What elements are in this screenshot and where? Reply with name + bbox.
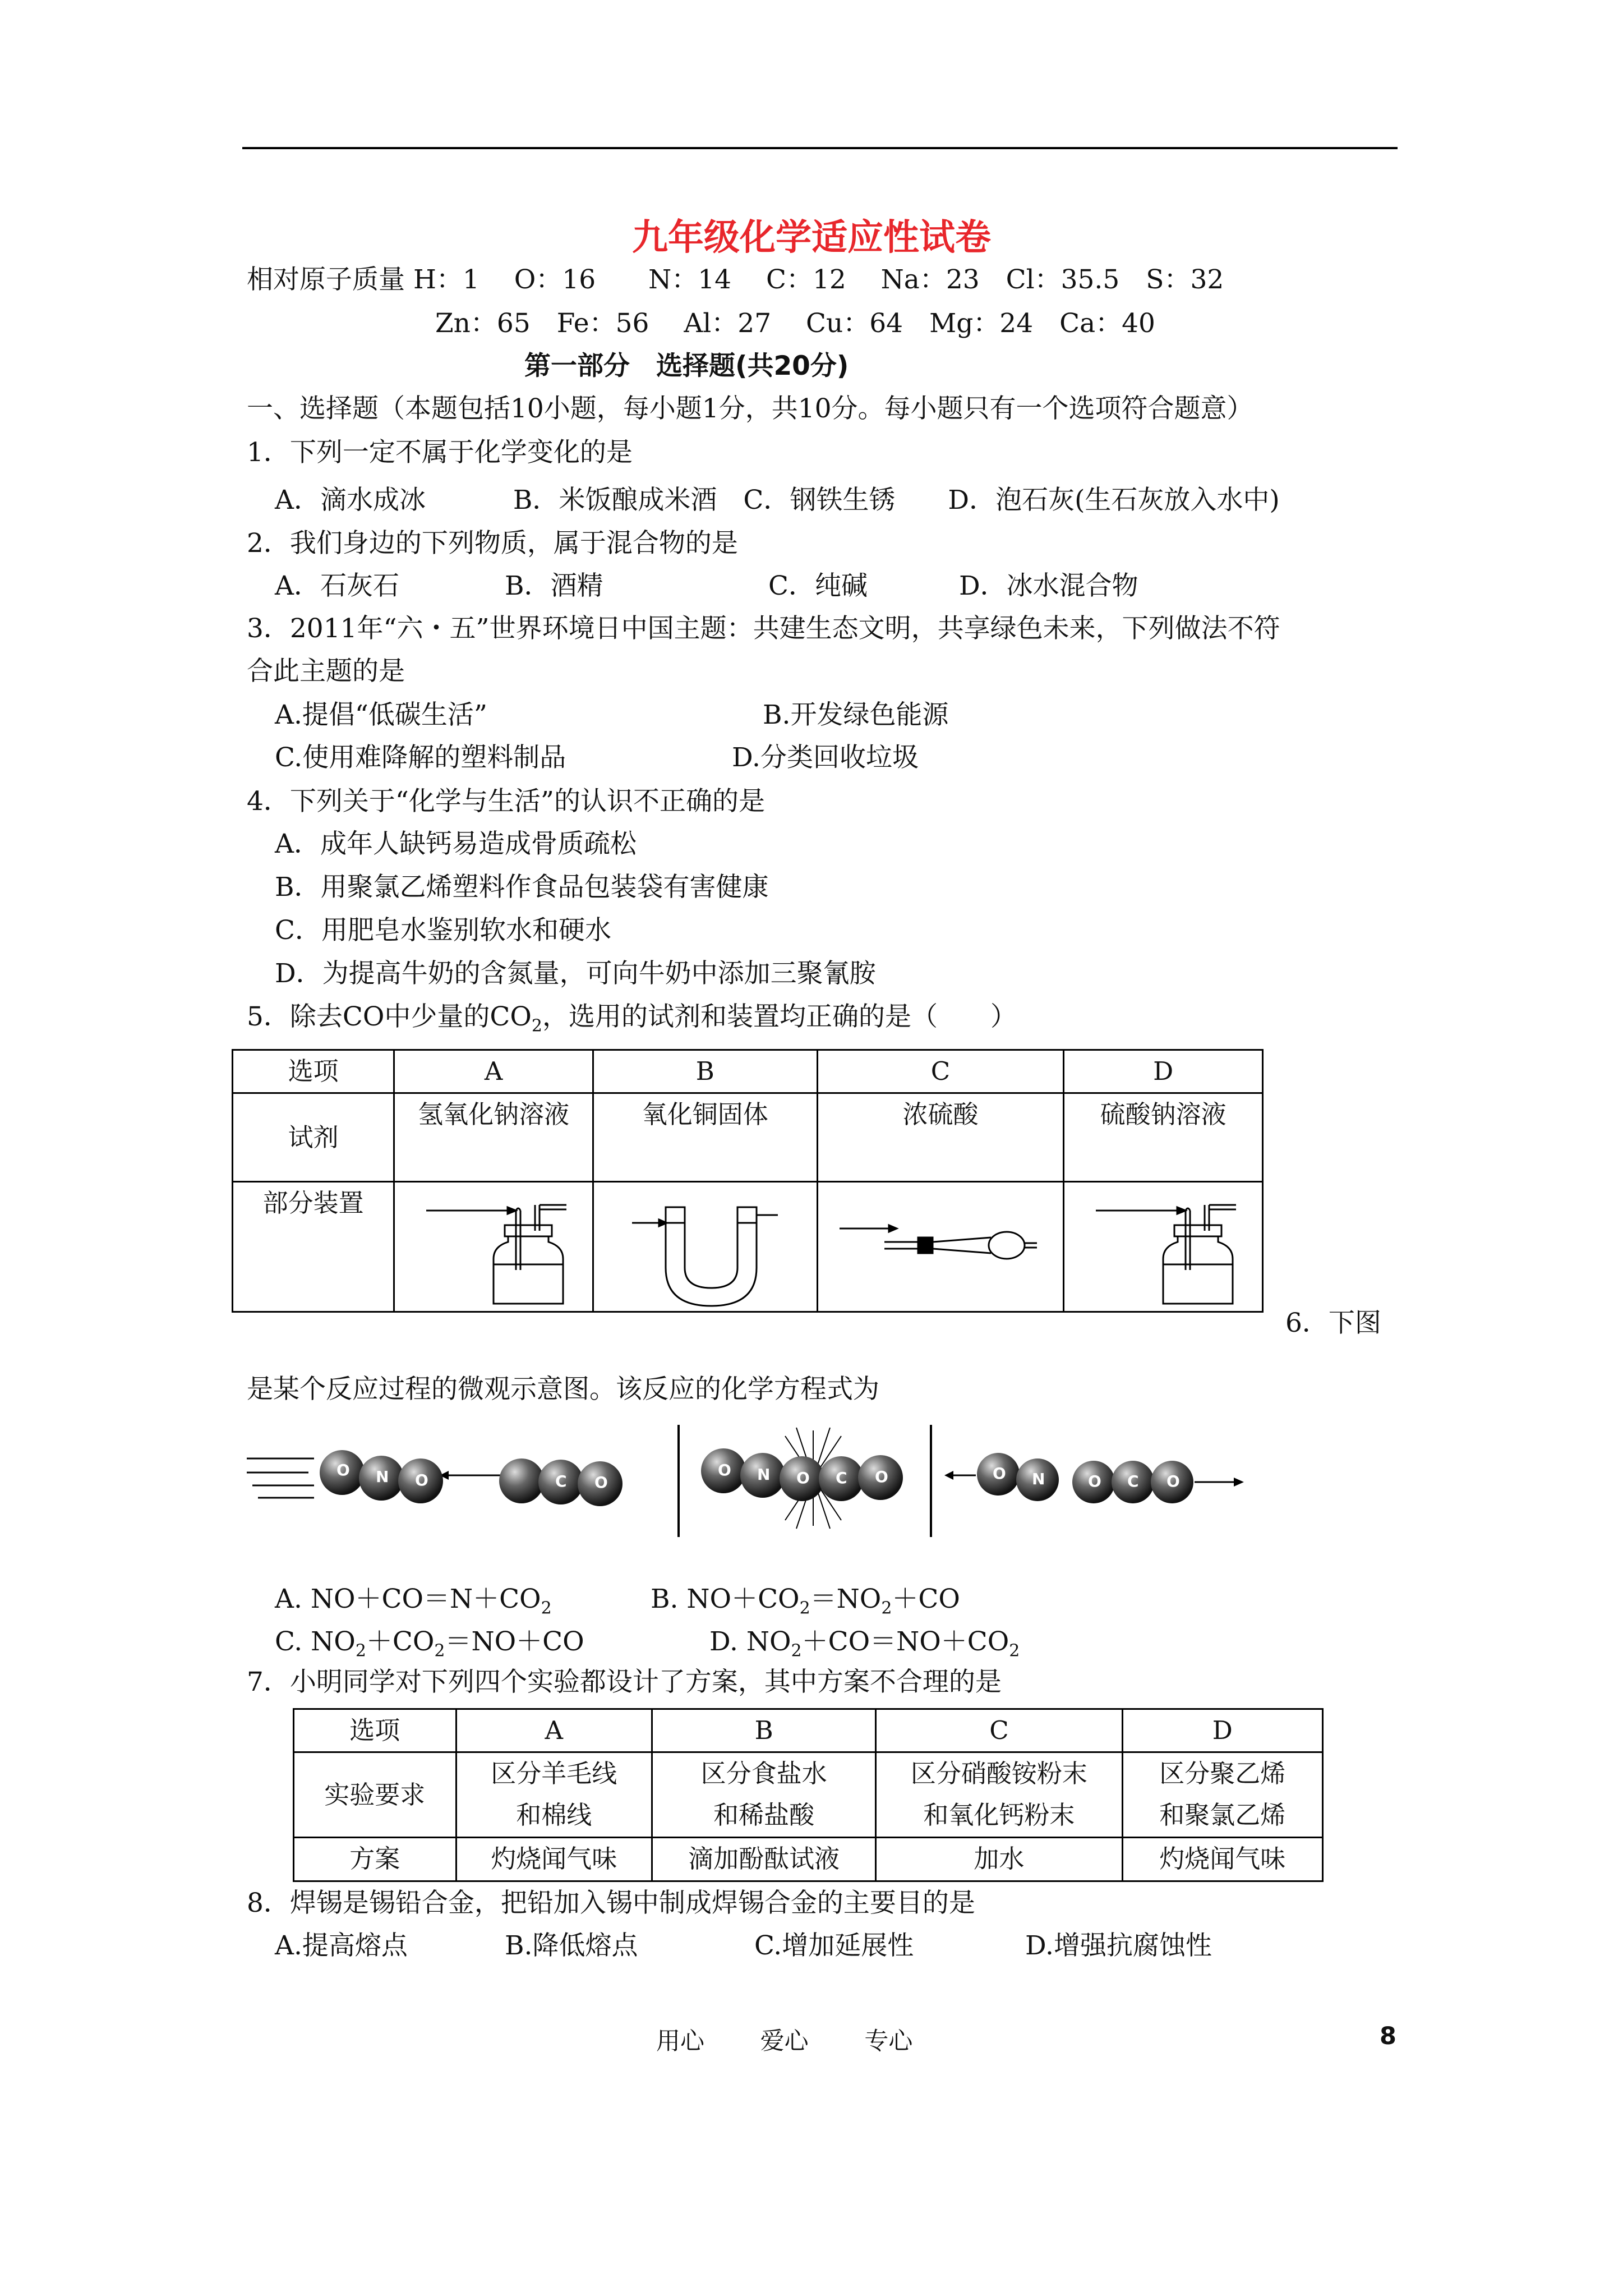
- q6-option-b: B. $NO+CO_2=NO_2+CO$: [651, 1584, 960, 1618]
- atom-label: O: [1088, 1472, 1101, 1490]
- atomic-mass-line-1: 相对原子质量 H：1 O：16 N：14 C：12 Na：23 Cl：35.5 S：32: [247, 264, 1224, 295]
- drying-tube-icon: [828, 1186, 1053, 1309]
- q7-plan-a: 灼烧闻气味: [456, 1838, 652, 1881]
- q5-header-c: C: [817, 1050, 1064, 1093]
- q7-header-c: C: [876, 1709, 1122, 1752]
- q3-option-a: A.提倡“低碳生活”: [275, 700, 487, 730]
- atom-label: O: [796, 1469, 810, 1487]
- collision-panel: [679, 1425, 931, 1537]
- q6-option-d: D. $NO_2+CO=NO+CO_2$: [709, 1626, 1020, 1661]
- q7-req-b: 区分食盐水 和稀盐酸: [652, 1752, 875, 1838]
- q8-option-d: D.增强抗腐蚀性: [1025, 1930, 1212, 1961]
- q5-apparatus-b: [593, 1182, 817, 1312]
- atomic-mass-line-2: Zn：65 Fe：56 Al：27 Cu：64 Mg：24 Ca：40: [435, 308, 1155, 339]
- atom-label: C: [836, 1469, 847, 1487]
- q7-plan-c: 加水: [876, 1838, 1122, 1881]
- page-number: 8: [1380, 2022, 1396, 2050]
- atom-label: O: [415, 1471, 428, 1489]
- q5-apparatus-a: [394, 1182, 593, 1312]
- q5-apparatus-label: 部分装置: [233, 1182, 394, 1312]
- q4-option-c: C．用肥皂水鉴别软水和硬水: [275, 915, 611, 946]
- header-rule: [242, 147, 1398, 149]
- q8-option-c: C.增加延展性: [754, 1930, 914, 1961]
- gas-washing-bottle-icon: [409, 1186, 578, 1309]
- section-intro: 一、选择题（本题包括10小题，每小题1分，共10分。每小题只有一个选项符合题意）: [247, 393, 1253, 424]
- atom-label: N: [757, 1465, 771, 1484]
- q1-options: A．滴水成冰 B．米饭酿成米酒 C．钢铁生锈 D．泡石灰(生石灰放入水中): [275, 485, 1280, 516]
- footer-motto: 用心 爱心 专心: [656, 2027, 913, 2055]
- atom-label: C: [1127, 1472, 1139, 1490]
- q4-option-d: D．为提高牛奶的含氮量，可向牛奶中添加三聚氰胺: [275, 958, 876, 989]
- q5-header-b: B: [593, 1050, 817, 1093]
- products-panel: [944, 1453, 1244, 1503]
- q7-header-a: A: [456, 1709, 652, 1752]
- q7-header-b: B: [652, 1709, 875, 1752]
- q7-table: [293, 1708, 1324, 1882]
- q7-plan-b: 滴加酚酞试液: [652, 1838, 875, 1881]
- q3-option-b: B.开发绿色能源: [763, 700, 949, 730]
- q3-stem-line-1: 3．2011年“六・五”世界环境日中国主题：共建生态文明，共享绿色未来，下列做法不符: [247, 613, 1280, 644]
- q3-option-d: D.分类回收垃圾: [732, 742, 919, 773]
- q6-number: 6．下图: [1285, 1308, 1381, 1338]
- q4-option-a: A．成年人缺钙易造成骨质疏松: [275, 829, 637, 859]
- page-title: 九年级化学适应性试卷: [632, 217, 991, 259]
- q7-stem: 7．小明同学对下列四个实验都设计了方案，其中方案不合理的是: [247, 1667, 1002, 1697]
- q5-reagent-label: 试剂: [233, 1093, 394, 1182]
- q8-option-a: A.提高熔点: [275, 1930, 408, 1961]
- atom-label: N: [1032, 1470, 1045, 1488]
- q5-reagent-b: 氧化铜固体: [593, 1093, 817, 1182]
- q6-stem: 是某个反应过程的微观示意图。该反应的化学方程式为: [247, 1374, 879, 1405]
- q6-option-a: A. $NO+CO=N+CO_2$: [275, 1584, 552, 1618]
- q7-header-d: D: [1122, 1709, 1322, 1752]
- q8-option-b: B.降低熔点: [505, 1930, 638, 1961]
- q1-stem: 1．下列一定不属于化学变化的是: [247, 437, 633, 468]
- atom-label: O: [993, 1464, 1006, 1483]
- q5-apparatus-c: [817, 1182, 1064, 1312]
- q2-option-b: B．酒精: [505, 570, 603, 601]
- atom-label: C: [555, 1472, 567, 1490]
- q5-table: [232, 1049, 1264, 1313]
- q7-header-option: 选项: [294, 1709, 457, 1752]
- q5-reagent-d: 硫酸钠溶液: [1064, 1093, 1263, 1182]
- part-title: 第一部分 选择题(共20分): [524, 351, 849, 381]
- q5-reagent-c: 浓硫酸: [817, 1093, 1064, 1182]
- atom-label: O: [336, 1461, 350, 1479]
- q7-req-c: 区分硝酸铵粉末 和氧化钙粉末: [876, 1752, 1122, 1838]
- q5-stem: 5．除去CO中少量的$CO_2$，选用的试剂和装置均正确的是（ ）: [247, 1001, 1017, 1036]
- atom-label: O: [594, 1473, 608, 1492]
- q5-header-option: 选项: [233, 1050, 394, 1093]
- atom-label: O: [875, 1467, 888, 1486]
- q7-req-label: 实验要求: [294, 1752, 457, 1838]
- q4-option-b: B．用聚氯乙烯塑料作食品包装袋有害健康: [275, 872, 769, 903]
- q5-header-a: A: [394, 1050, 593, 1093]
- q3-option-c: C.使用难降解的塑料制品: [275, 742, 566, 773]
- atom-label: N: [376, 1467, 389, 1486]
- q7-req-a: 区分羊毛线 和棉线: [456, 1752, 652, 1838]
- q5-reagent-a: 氢氧化钠溶液: [394, 1093, 593, 1182]
- q6-option-c: C. $NO_2+CO_2=NO+CO$: [275, 1626, 584, 1661]
- q2-stem: 2．我们身边的下列物质，属于混合物的是: [247, 528, 738, 559]
- q7-req-d: 区分聚乙烯 和聚氯乙烯: [1122, 1752, 1322, 1838]
- q8-stem: 8．焊锡是锡铅合金，把铅加入锡中制成焊锡合金的主要目的是: [247, 1888, 975, 1918]
- gas-washing-bottle-icon: [1079, 1186, 1247, 1309]
- q2-option-c: C．纯碱: [768, 570, 868, 601]
- q2-option-d: D．冰水混合物: [959, 570, 1138, 601]
- u-tube-icon: [610, 1186, 800, 1309]
- q3-stem-line-2: 合此主题的是: [247, 656, 405, 687]
- atom-label: O: [1166, 1472, 1180, 1490]
- q7-plan-d: 灼烧闻气味: [1122, 1838, 1322, 1881]
- q2-option-a: A．石灰石: [275, 570, 399, 601]
- q5-apparatus-d: [1064, 1182, 1263, 1312]
- atom-label: O: [718, 1461, 731, 1479]
- q4-stem: 4．下列关于“化学与生活”的认识不正确的是: [247, 786, 765, 817]
- reactants-panel: [247, 1450, 623, 1506]
- q6-reaction-diagram: [247, 1419, 1256, 1543]
- q7-plan-label: 方案: [294, 1838, 457, 1881]
- q5-header-d: D: [1064, 1050, 1263, 1093]
